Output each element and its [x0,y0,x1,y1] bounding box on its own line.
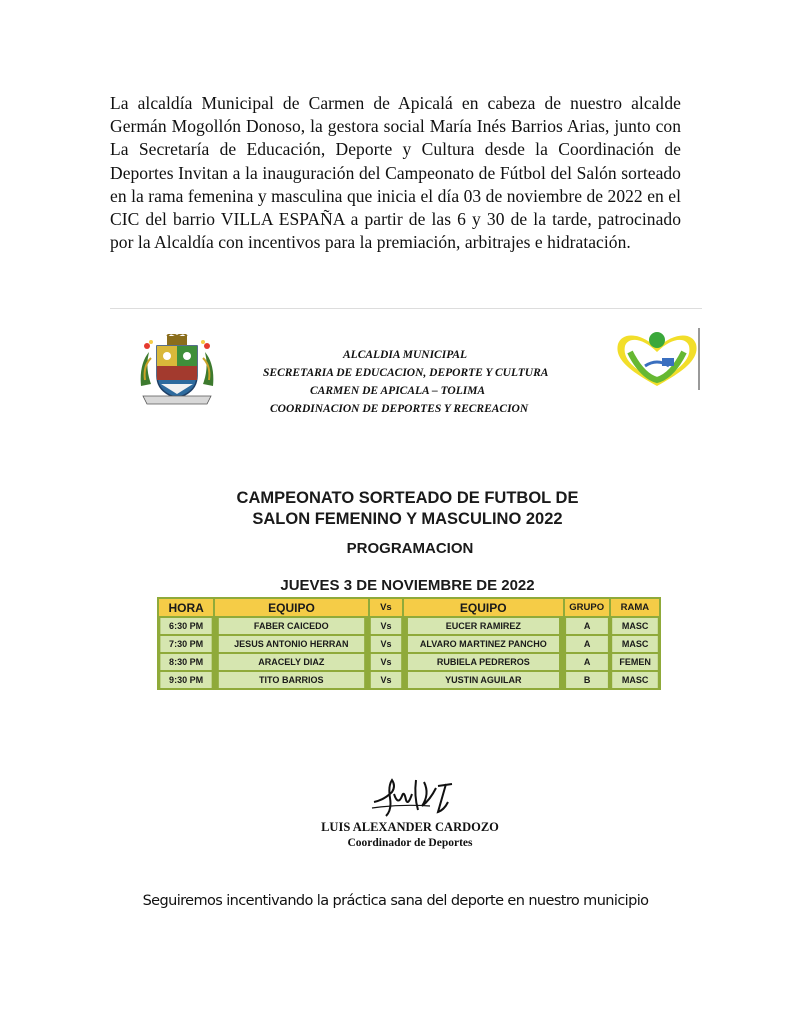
cell-rama: MASC [612,672,658,688]
cell-rama: MASC [612,618,658,634]
cell-team-away: EUCER RAMIREZ [408,618,559,634]
header-equipo-2: EQUIPO [404,599,563,616]
table-row [159,672,659,688]
table-row [159,654,659,670]
header-rama: RAMA [611,599,659,616]
divider [110,308,702,309]
cell-hora: 9:30 PM [160,672,212,688]
cell-grupo: B [566,672,608,688]
cell-grupo: A [566,654,608,670]
cell-team-away: YUSTIN AGUILAR [408,672,559,688]
footer-slogan: Seguiremos incentivando la práctica sana del deporte en nuestro municipio [142,893,649,909]
signatory-role: Coordinador de Deportes [347,837,473,849]
heart-logo-icon [612,328,702,390]
letterhead-line-4: COORDINACION DE DEPORTES Y RECREACION [270,403,529,415]
cell-vs: Vs [371,672,402,688]
cell-team-home: FABER CAICEDO [219,618,364,634]
signatory-name: LUIS ALEXANDER CARDOZO [321,820,499,834]
municipal-crest-icon [137,334,217,406]
cell-vs: Vs [371,654,402,670]
event-title [0,488,791,530]
letterhead-line-3: CARMEN DE APICALA – TOLIMA [310,385,486,397]
letterhead-line-2: SECRETARIA DE EDUCACION, DEPORTE Y CULTURA [263,367,549,379]
header-hora: HORA [159,599,213,616]
header-equipo-1: EQUIPO [215,599,368,616]
cell-team-home: TITO BARRIOS [219,672,364,688]
table-row [159,618,659,634]
cell-rama: MASC [612,636,658,652]
intro-paragraph: La alcaldía Municipal de Carmen de Apicalá en cabeza de nuestro alcalde Germán Mogollón Donoso, la gestora social María Inés Barrios Arias, junto con La Secretaría de Educación, Deporte y Cultura desde la Coordinación de Deportes Invitan a la inauguración del Campeonato de Fútbol del Salón sorteado en la rama femenina y masculina que inicia el día 03 de noviembre de 2022 en el CIC del barrio VILLA ESPAÑA a partir de las 6 y 30 de la tarde, patrocinado por la Alcaldía con incentivos para la premiación, arbitrajes e hidratación. [110,93,681,253]
programacion-heading: PROGRAMACION [346,540,474,557]
event-title-line-2: SALON FEMENINO Y MASCULINO 2022 [252,510,563,528]
signature-image [370,772,456,820]
cell-team-away: RUBIELA PEDREROS [408,654,559,670]
schedule-date: JUEVES 3 DE NOVIEMBRE DE 2022 [280,577,535,594]
schedule-header-row [159,599,659,616]
header-grupo: GRUPO [565,599,609,616]
cell-team-home: JESUS ANTONIO HERRAN [219,636,364,652]
cell-team-away: ALVARO MARTINEZ PANCHO [408,636,559,652]
schedule-table [157,597,661,690]
cell-vs: Vs [371,636,402,652]
event-title-line-1: CAMPEONATO SORTEADO DE FUTBOL DE [236,489,579,507]
cell-vs: Vs [371,618,402,634]
header-vs: Vs [370,599,402,616]
cell-team-home: ARACELY DIAZ [219,654,364,670]
cell-hora: 8:30 PM [160,654,212,670]
cell-grupo: A [566,618,608,634]
cell-rama: FEMEN [612,654,658,670]
cell-grupo: A [566,636,608,652]
cell-hora: 7:30 PM [160,636,212,652]
table-row [159,636,659,652]
cell-hora: 6:30 PM [160,618,212,634]
letterhead-line-1: ALCALDIA MUNICIPAL [343,349,468,361]
